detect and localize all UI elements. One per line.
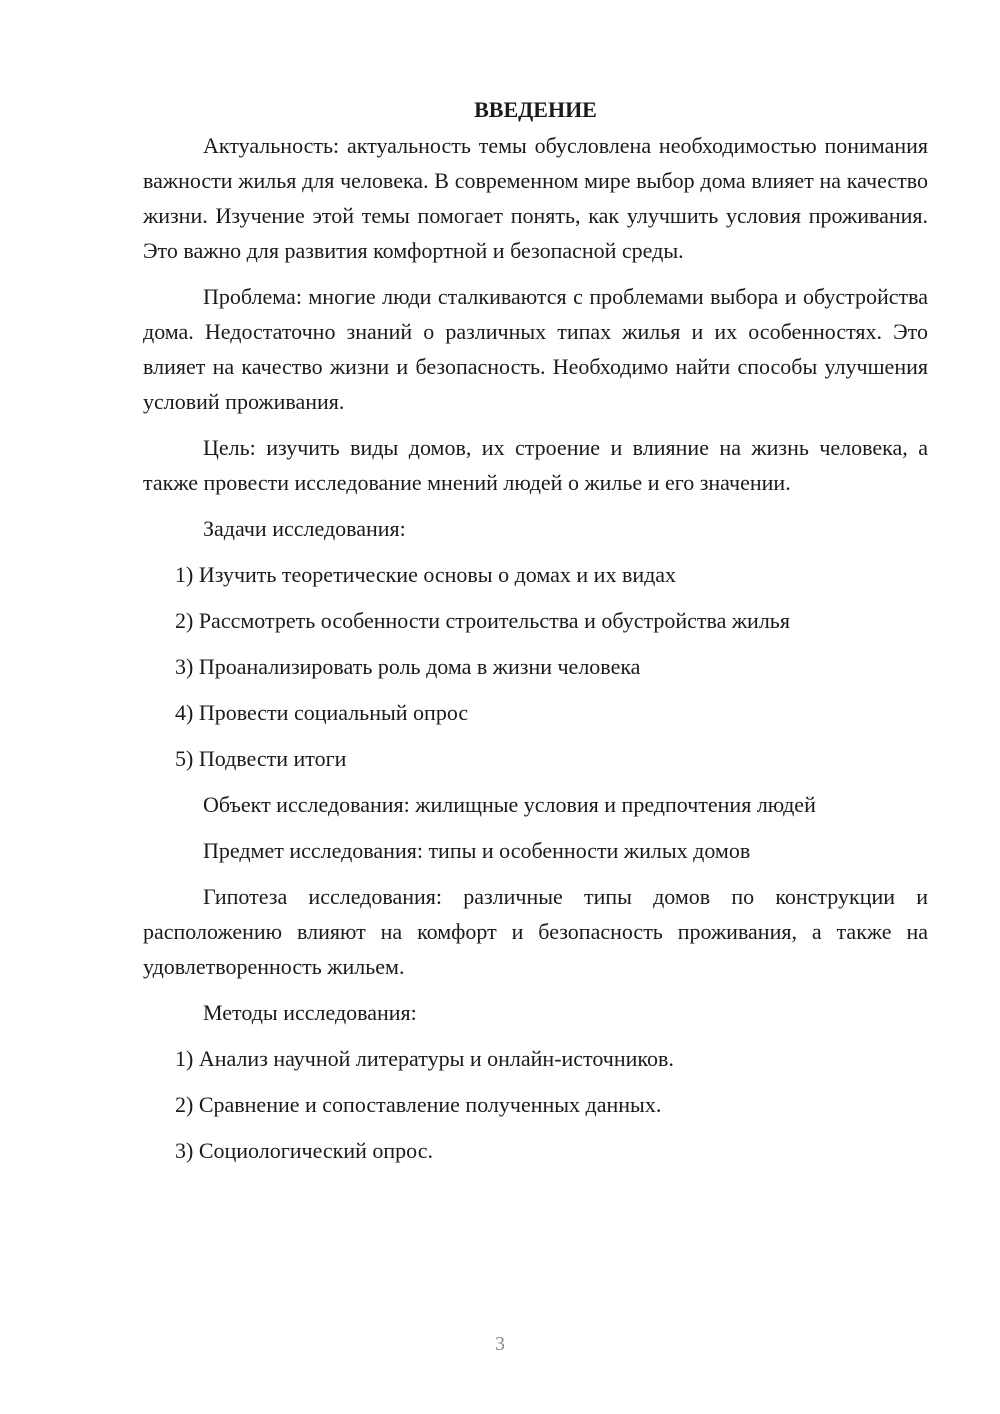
list-item: 4) Провести социальный опрос <box>175 700 469 725</box>
list-item: 2) Сравнение и сопоставление полученных данных. <box>175 1092 662 1117</box>
list-item: 1) Анализ научной литературы и онлайн-источников. <box>175 1046 674 1071</box>
tasks-heading: Задачи исследования: <box>203 516 406 541</box>
relevance-paragraph: Актуальность: актуальность темы обусловлена необходимостью понимания важности жилья для человека. В современном мире выбор дома влияет на качество жизни. Изучение этой темы помогает понять, как улучшить условия проживания. Это важно для развития комфортной и безопасной среды. <box>143 133 928 263</box>
list-item: 2) Рассмотреть особенности строительства и обустройства жилья <box>175 608 790 633</box>
page-title: ВВЕДЕНИЕ <box>474 97 597 122</box>
methods-heading: Методы исследования: <box>203 1000 417 1025</box>
subject-paragraph: Предмет исследования: типы и особенности жилых домов <box>203 838 751 863</box>
list-item: 3) Социологический опрос. <box>175 1138 433 1163</box>
list-item: 3) Проанализировать роль дома в жизни человека <box>175 654 641 679</box>
hypothesis-paragraph: Гипотеза исследования: различные типы домов по конструкции и расположению влияют на комфорт и безопасность проживания, а также на удовлетворенность жильем. <box>143 884 928 979</box>
page-number: 3 <box>495 1333 505 1355</box>
problem-paragraph: Проблема: многие люди сталкиваются с проблемами выбора и обустройства дома. Недостаточно знаний о различных типах жилья и их особенностях. Это влияет на качество жизни и безопасность. Необходимо найти способы улучшения условий проживания. <box>143 284 928 414</box>
object-paragraph: Объект исследования: жилищные условия и предпочтения людей <box>203 792 816 817</box>
list-item: 1) Изучить теоретические основы о домах и их видах <box>175 562 677 587</box>
methods-list <box>143 1041 928 1168</box>
goal-paragraph: Цель: изучить виды домов, их строение и влияние на жизнь человека, а также провести исследование мнений людей о жилье и его значении. <box>143 435 928 495</box>
list-item: 5) Подвести итоги <box>175 746 347 771</box>
tasks-list <box>143 557 928 776</box>
page-content <box>143 92 928 1179</box>
